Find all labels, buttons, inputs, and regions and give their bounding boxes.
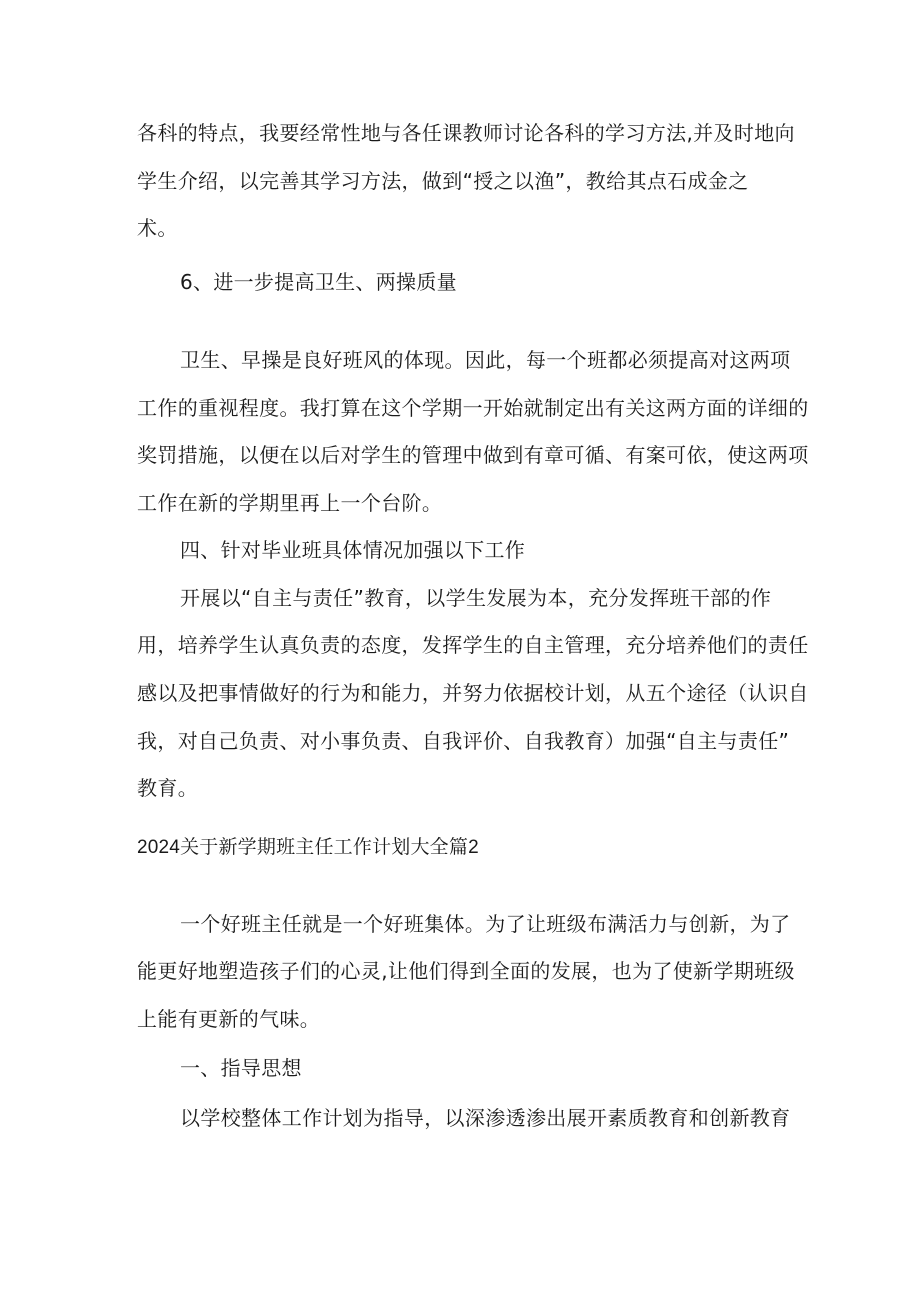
paragraph-line: 开展以“自主与责任”教育，以学生发展为本，充分发挥班干部的作 [180,586,772,610]
section-heading-4: 四、针对毕业班具体情况加强以下工作 [180,538,526,562]
paragraph-line: 工作的重视程度。我打算在这个学期一开始就制定出有关这两方面的详细的 [137,396,809,420]
paragraph-line: 用，培养学生认真负责的态度，发挥学生的自主管理，充分培养他们的责任 [137,633,809,657]
paragraph-line: 奖罚措施，以便在以后对学生的管理中做到有章可循、有案可依，使这两项 [137,443,809,467]
section-heading-6: 6、进一步提高卫生、两操质量 [180,270,457,294]
paragraph-line: 工作在新的学期里再上一个台阶。 [137,491,443,515]
paragraph-line: 上能有更新的气味。 [137,1007,321,1031]
paragraph-line: 术。 [137,216,178,240]
paragraph-line: 感以及把事情做好的行为和能力，并努力依据校计划，从五个途径（认识自 [137,681,809,705]
paragraph-line: 以学校整体工作计划为指导，以深渗透渗出展开素质教育和创新教育 [180,1106,791,1130]
section-title: 2024关于新学期班主任工作计划大全篇2 [137,837,479,858]
paragraph-line: 学生介绍，以完善其学习方法，做到“授之以渔”，教给其点石成金之 [137,169,749,193]
paragraph-line: 我，对自己负责、对小事负责、自我评价、自我教育）加强“自主与责任” [137,729,790,753]
section-heading-1: 一、指导思想 [180,1056,302,1080]
paragraph-line: 各科的特点，我要经常性地与各任课教师讨论各科的学习方法,并及时地向 [137,121,795,145]
paragraph-line: 一个好班主任就是一个好班集体。为了让班级布满活力与创新，为了 [180,912,791,936]
paragraph-line: 卫生、早操是良好班风的体现。因此，每一个班都必须提高对这两项 [180,348,791,372]
paragraph-line: 能更好地塑造孩子们的心灵,让他们得到全面的发展，也为了使新学期班级 [137,959,795,983]
paragraph-line: 教育。 [137,776,199,800]
